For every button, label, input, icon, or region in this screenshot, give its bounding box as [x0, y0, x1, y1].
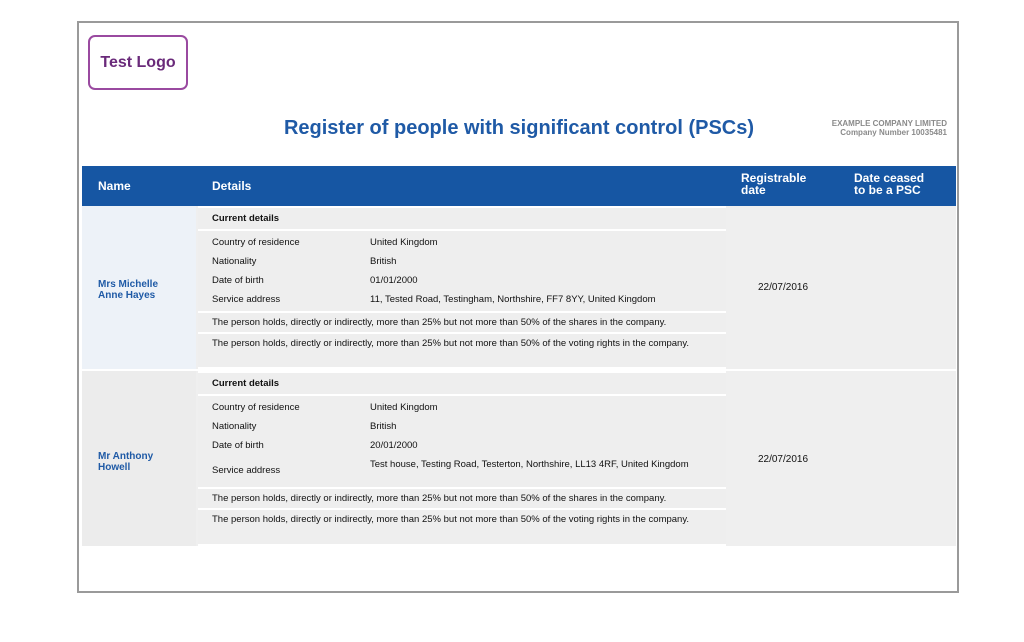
registrable-date-cell — [728, 371, 838, 546]
country-label: Country of residence — [212, 402, 300, 413]
country-label: Country of residence — [212, 237, 300, 248]
dob-label: Date of birth — [212, 275, 264, 286]
dob-label: Date of birth — [212, 440, 264, 451]
details-block — [198, 231, 726, 311]
current-details-label: Current details — [212, 213, 280, 224]
person-name-cell — [82, 371, 196, 546]
header-details: Details — [212, 179, 252, 193]
nationality-value: British — [370, 421, 397, 432]
nationality-label: Nationality — [212, 421, 257, 432]
page-title: Register of people with significant control (PSCs) — [283, 117, 755, 139]
country-value: United Kingdom — [370, 402, 438, 413]
shares-statement-row — [198, 313, 726, 332]
person-name: Mrs Michelle Anne Hayes — [98, 279, 159, 301]
company-info — [832, 119, 947, 137]
address-value: 11, Tested Road, Testingham, Northshire, FF7 8YY, United Kingdom — [370, 294, 656, 305]
registrable-date-cell — [728, 206, 838, 369]
nationality-value: British — [370, 256, 397, 267]
person-name: Mr Anthony Howell — [98, 451, 154, 473]
current-details-label: Current details — [212, 378, 280, 389]
current-details-row — [198, 208, 726, 229]
details-cell — [198, 206, 726, 369]
register-page — [77, 21, 959, 593]
shares-statement: The person holds, directly or indirectly, more than 25% but not more than 50% of the shares in the company. — [212, 493, 667, 504]
details-cell — [198, 371, 726, 546]
nationality-label: Nationality — [212, 256, 257, 267]
company-number: Company Number 10035481 — [840, 128, 947, 137]
current-details-row — [198, 373, 726, 394]
table-header — [82, 166, 956, 206]
table-row — [82, 371, 956, 546]
header-name: Name — [98, 179, 131, 193]
shares-statement-row — [198, 489, 726, 508]
voting-statement-row — [198, 510, 726, 544]
registrable-date: 22/07/2016 — [757, 454, 809, 465]
dob-value: 20/01/2000 — [370, 440, 418, 451]
header-date-ceased: Date ceased to be a PSC — [854, 171, 925, 197]
voting-statement: The person holds, directly or indirectly, more than 25% but not more than 50% of the voting rights in the company. — [212, 338, 690, 349]
country-value: United Kingdom — [370, 237, 438, 248]
table-row — [82, 206, 956, 369]
voting-statement: The person holds, directly or indirectly, more than 25% but not more than 50% of the voting rights in the company. — [212, 514, 690, 525]
header-registrable-date: Registrable date — [741, 171, 807, 197]
dob-value: 01/01/2000 — [370, 275, 418, 286]
company-logo: Test Logo — [88, 35, 188, 90]
details-block — [198, 396, 726, 487]
date-ceased-cell — [840, 371, 956, 546]
company-name: EXAMPLE COMPANY LIMITED — [831, 119, 947, 128]
voting-statement-row — [198, 334, 726, 367]
date-ceased-cell — [840, 206, 956, 369]
shares-statement: The person holds, directly or indirectly, more than 25% but not more than 50% of the shares in the company. — [212, 317, 667, 328]
person-name-cell — [82, 206, 196, 369]
address-label: Service address — [212, 465, 281, 476]
registrable-date: 22/07/2016 — [757, 282, 809, 293]
address-label: Service address — [212, 294, 281, 305]
address-value: Test house, Testing Road, Testerton, Northshire, LL13 4RF, United Kingdom — [370, 459, 689, 470]
